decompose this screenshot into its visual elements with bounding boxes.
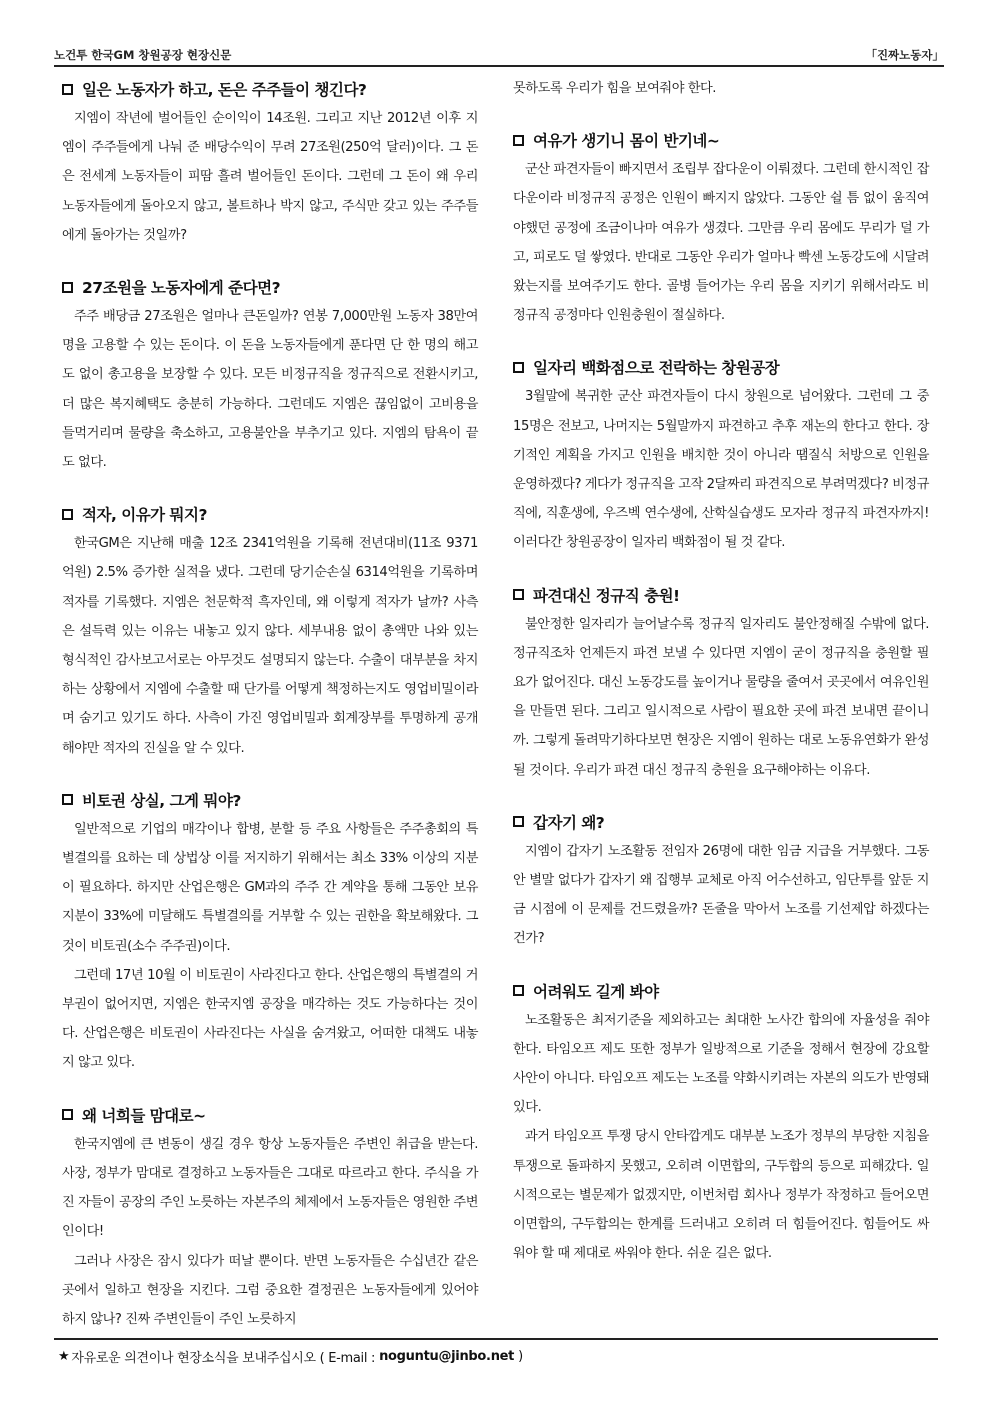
article-paragraph: 일반적으로 기업의 매각이나 합병, 분할 등 주요 사항들은 주주총회의 특별결의를 요하는 데 상법상 이를 저지하기 위해서는 최소 33% 이상의 지분이 필요하다. 하지만 산업은행은 GM과의 주주 간 계약을 통해 그동안 보유 지분이 33%에 미달해도 특별결의를 거부할 수 있는 권한을 확보해왔다. 그것이 비토권(소수 주주권)이다.: [62, 821, 478, 954]
article-section: [62, 499, 478, 763]
article-paragraph: 과거 타임오프 투쟁 당시 안타깝게도 대부분 노조가 정부의 부당한 지침을 투쟁으로 돌파하지 못했고, 오히려 이면합의, 구두합의 등으로 피해갔다. 일시적으로는 별문제가 없겠지만, 이번처럼 회사나 정부가 작정하고 들어오면 이면합의, 구두합의는 한계를 드러내고 오히려 더 힘들어진다. 힘들어도 싸워야 할 때 제대로 싸워야 한다. 쉬운 길은 없다.: [513, 1129, 929, 1262]
article-paragraph: 한국지엠에 큰 변동이 생길 경우 항상 노동자들은 주변인 취급을 받는다. 사장, 정부가 맘대로 결정하고 노동자들은 그대로 따르라고 한다. 주식을 가진 자들이 공장의 주인 노릇하는 자본주의 체제에서 노동자들은 영원한 주변인이다!: [62, 1136, 478, 1240]
header-divider: [54, 65, 944, 67]
square-bullet-icon: [62, 1109, 73, 1120]
star-icon: ★: [58, 1348, 70, 1364]
section-title: 갑자기 왜?: [513, 807, 929, 837]
article-paragraph: 주주 배당금 27조원은 얼마나 큰돈일까? 연봉 7,000만원 노동자 38만여 명을 고용할 수 있는 돈이다. 이 돈을 노동자들에게 푼다면 단 한 명의 해고도 없이 총고용을 보장할 수 있다. 모든 비정규직을 정규직으로 전환시키고, 더 많은 복지혜택도 충분히 가능하다. 그런데도 지엠은 끊임없이 고비용을 들먹거리며 물량을 축소하고, 고용불안을 부추기고 있다. 지엠의 탐욕이 끝도 없다.: [62, 309, 478, 471]
article-section: [513, 807, 929, 954]
footer-divider: [54, 1338, 938, 1340]
square-bullet-icon: [62, 84, 73, 95]
section-title: 일은 노동자가 하고, 돈은 주주들이 챙긴다?: [62, 74, 478, 104]
square-bullet-icon: [62, 509, 73, 520]
article-section: [513, 580, 929, 785]
square-bullet-icon: [513, 816, 524, 827]
article-section: [62, 1100, 478, 1334]
article-section: [62, 272, 478, 477]
section-title: 일자리 백화점으로 전락하는 창원공장: [513, 352, 929, 382]
square-bullet-icon: [62, 794, 73, 805]
footer-text: 자유로운 의견이나 현장소식을 보내주십시오 ( E-mail :: [71, 1350, 376, 1366]
left-column: [62, 74, 478, 1356]
square-bullet-icon: [513, 135, 524, 146]
article-paragraph: 노조활동은 최저기준을 제외하고는 최대한 노사간 합의에 자율성을 줘야 한다. 타임오프 제도 또한 정부가 일방적으로 기준을 정해서 현장에 강요할 사안이 아니다. 타임오프 제도는 노조를 약화시키려는 자본의 의도가 반영돼 있다.: [513, 1012, 929, 1116]
article-paragraph: 3월말에 복귀한 군산 파견자들이 다시 창원으로 넘어왔다. 그런데 그 중 15명은 전보고, 나머지는 5월말까지 파견하고 추후 재논의 한다고 한다. 장기적인 계획을 가지고 인원을 배치한 것이 아니라 땜질식 처방으로 인원을 운영하겠다? 게다가 정규직을 고작 2달짜리 파견직으로 부려먹겠다? 비정규직에, 직훈생에, 우즈벡 연수생에, 산학실습생도 모자라 정규직 파견자까지! 이러다간 창원공장이 일자리 백화점이 될 것 같다.: [513, 389, 929, 551]
article-section: [513, 125, 929, 330]
square-bullet-icon: [513, 985, 524, 996]
article-paragraph: 한국GM은 지난해 매출 12조 2341억원을 기록해 전년대비(11조 9371억원) 2.5% 증가한 실적을 냈다. 그런데 당기순손실 6314억원을 기록하며 적자를 기록했다. 지엠은 천문학적 흑자인데, 왜 이렇게 적자가 날까? 사측은 설득력 있는 이유는 내놓고 있지 않다. 세부내용 없이 총액만 나와 있는 형식적인 감사보고서로는 아무것도 설명되지 않는다. 수출이 대부분을 차지하는 상황에서 지엠에 수출할 때 단가를 어떻게 책정하는지도 영업비밀이라며 숨기고 있기도 하다. 사측이 가진 영업비밀과 회계장부를 투명하게 공개해야만 적자의 진실을 알 수 있다.: [62, 536, 478, 756]
article-paragraph: 불안정한 일자리가 늘어날수록 정규직 일자리도 불안정해질 수밖에 없다. 정규직조차 언제든지 파견 보낼 수 있다면 지엠이 굳이 정규직을 충원할 필요가 없어진다. 대신 노동강도를 높이거나 물량을 줄여서 곳곳에서 여유인원을 만들면 된다. 그리고 일시적으로 사람이 필요한 곳에 파견 보내면 끝이니까. 그렇게 돌려막기하다보면 현장은 지엠이 원하는 대로 노동유연화가 완성될 것이다. 우리가 파견 대신 정규직 충원을 요구해야하는 이유다.: [513, 616, 929, 778]
article-paragraph: 군산 파견자들이 빠지면서 조립부 잡다운이 이뤄졌다. 그런데 한시적인 잡다운이라 비정규직 공정은 인원이 빠지지 않았다. 그동안 쉴 틈 없이 움직여야했던 공정에 조금이나마 여유가 생겼다. 그만큼 우리 몸에도 무리가 덜 가고, 피로도 덜 쌓였다. 반대로 그동안 우리가 얼마나 빡센 노동강도에 시달려왔는지를 보여주기도 한다. 골병 들어가는 우리 몸을 지키기 위해서라도 비정규직 공정마다 인원충원이 절실하다.: [513, 162, 929, 324]
continued-paragraph: 못하도록 우리가 힘을 보여줘야 한다.: [513, 81, 717, 96]
article-paragraph: 지엠이 갑자기 노조활동 전임자 26명에 대한 임금 지급을 거부했다. 그동안 별말 없다가 갑자기 왜 집행부 교체로 아직 어수선하고, 임단투를 앞둔 지금 시점에 이 문제를 건드렸을까? 돈줄을 막아서 노조를 기선제압 하겠다는 건가?: [513, 843, 929, 947]
article-section: [513, 976, 929, 1269]
article-paragraph: 지엠이 작년에 벌어들인 순이익이 14조원. 그리고 지난 2012년 이후 지엠이 주주들에게 나눠 준 배당수익이 무려 27조원(250억 달러)이다. 그 돈은 전세계 노동자들이 피땀 흘려 벌어들인 돈이다. 그런데 그 돈이 왜 우리 노동자들에게 돌아오지 않고, 볼트하나 박지 않고, 주식만 갖고 있는 주주들에게 돌아가는 것일까?: [62, 111, 478, 243]
section-title: 어려워도 길게 봐야: [513, 976, 929, 1006]
article-section: [62, 785, 478, 1078]
right-column: [513, 74, 929, 1291]
page-header: [54, 46, 944, 64]
article-section: [62, 74, 478, 250]
square-bullet-icon: [513, 362, 524, 373]
article-paragraph: 그런데 17년 10월 이 비토권이 사라진다고 한다. 산업은행의 특별결의 거부권이 없어지면, 지엠은 한국지엠 공장을 매각하는 것도 가능하다는 것이다. 산업은행은 비토권이 사라진다는 사실을 숨겨왔고, 어떠한 대책도 내놓지 않고 있다.: [62, 967, 478, 1071]
section-title: 적자, 이유가 뭐지?: [62, 499, 478, 529]
footer-email-link[interactable]: noguntu@jinbo.net: [379, 1348, 515, 1364]
section-title: 여유가 생기니 몸이 반기네~: [513, 125, 929, 155]
article-section: [513, 352, 929, 557]
header-publication-name: 노건투 한국GM 창원공장 현장신문: [54, 48, 232, 62]
section-title: 27조원을 노동자에게 준다면?: [62, 272, 478, 302]
square-bullet-icon: [513, 589, 524, 600]
section-title: 파견대신 정규직 충원!: [513, 580, 929, 610]
square-bullet-icon: [62, 282, 73, 293]
section-title: 왜 너희들 맘대로~: [62, 1100, 478, 1130]
footer-text-end: ): [518, 1348, 523, 1364]
section-title: 비토권 상실, 그게 뭐야?: [62, 785, 478, 815]
article-paragraph: 그러나 사장은 잠시 있다가 떠날 뿐이다. 반면 노동자들은 수십년간 같은 곳에서 일하고 현장을 지킨다. 그럼 중요한 결정권은 노동자들에게 있어야 하지 않나? 진짜 주변인들이 주인 노릇하지: [62, 1253, 478, 1327]
page-footer: [58, 1346, 523, 1366]
header-newspaper-title: 「진짜노동자」: [865, 48, 944, 62]
